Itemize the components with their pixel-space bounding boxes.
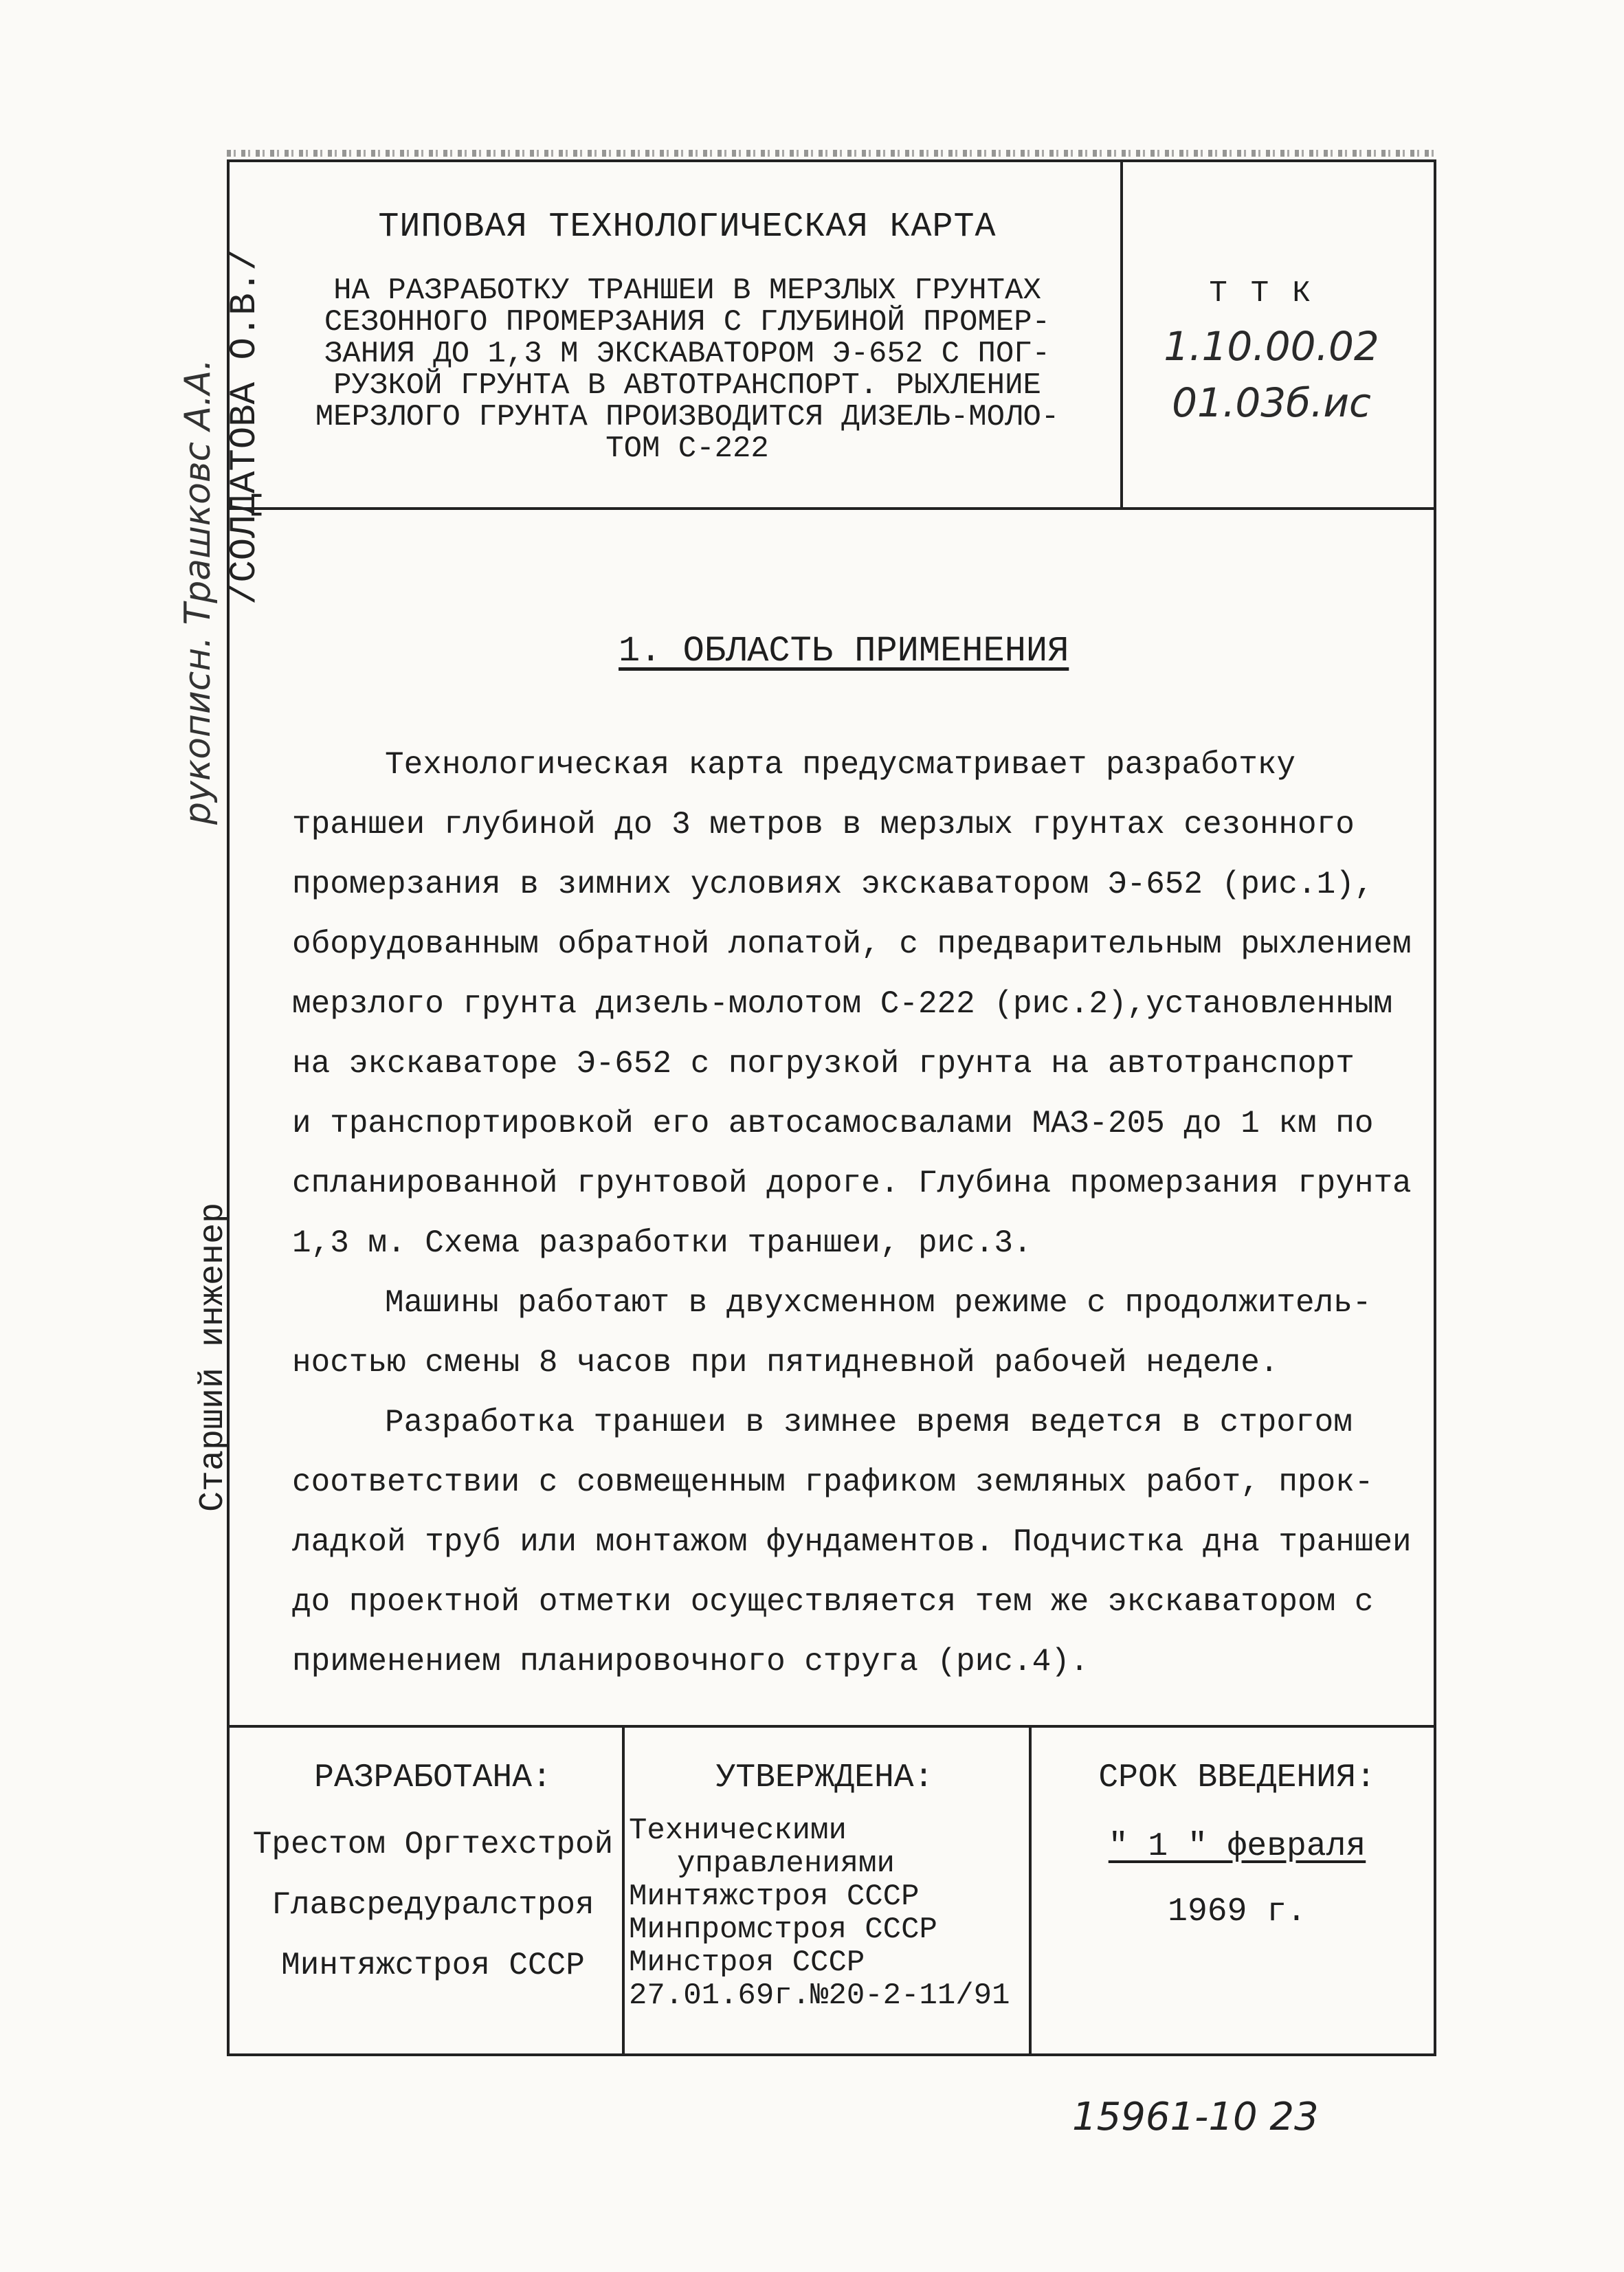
ttk-code: 01.03б.ис [1172, 379, 1371, 426]
effective-date: " 1 " февраля [1108, 1828, 1366, 1865]
developed-line: Главсредуралстроя [271, 1887, 594, 1923]
body-text [292, 735, 1419, 1692]
text-line: и транспортировкой его автосамосвалами МАЗ-205 до 1 км по [292, 1106, 1374, 1141]
approved-line: управлениями [677, 1847, 895, 1881]
subtitle-line: РУЗКОЙ ГРУНТА В АВТОТРАНСПОРТ. РЫХЛЕНИЕ [333, 368, 1041, 403]
document-code: 15961-10 23 [1072, 2095, 1319, 2139]
footer-divider [227, 1725, 1436, 1728]
text-line: промерзания в зимних условиях экскаватором Э-652 (рис.1), [292, 867, 1374, 902]
text-line: Разработка траншеи в зимнее время ведется в строгом [385, 1405, 1353, 1440]
header-divider [227, 507, 1436, 510]
document-subtitle [289, 275, 1086, 465]
document-title: ТИПОВАЯ ТЕХНОЛОГИЧЕСКАЯ КАРТА [378, 208, 997, 247]
text-line: 1,3 м. Схема разработки траншеи, рис.3. [292, 1225, 1032, 1261]
subtitle-line: МЕРЗЛОГО ГРУНТА ПРОИЗВОДИТСЯ ДИЗЕЛЬ-МОЛО- [315, 400, 1060, 434]
approved-line: 27.01.69г.№20-2-11/91 [629, 1979, 1010, 2013]
text-line: ладкой труб или монтажом фундаментов. Подчистка дна траншеи [292, 1524, 1412, 1560]
text-line: мерзлого грунта дизель-молотом С-222 (рис.2),установленным [292, 986, 1393, 1022]
developed-label: РАЗРАБОТАНА: [314, 1759, 552, 1796]
approved-line: Минстроя СССР [629, 1946, 865, 1980]
text-line: соответствии с совмещенным графиком земляных работ, прок- [292, 1464, 1374, 1500]
effective-date-label: СРОК ВВЕДЕНИЯ: [1098, 1759, 1376, 1796]
text-line: применением планировочного струга (рис.4). [292, 1644, 1089, 1680]
text-line: Технологическая карта предусматривает разработку [385, 747, 1296, 783]
margin-name: /СОЛДАТОВА О.В./ [224, 248, 266, 605]
text-line: ностью смены 8 часов при пятидневной рабочей неделе. [292, 1345, 1279, 1381]
approved-line: Минпромстроя СССР [629, 1913, 937, 1947]
text-line: траншеи глубиной до 3 метров в мерзлых грунтах сезонного [292, 807, 1355, 843]
ttk-number: 1.10.00.02 [1164, 323, 1379, 370]
effective-year: 1969 г. [1168, 1893, 1306, 1930]
subtitle-line: ТОМ С-222 [605, 432, 769, 466]
developed-line: Минтяжстроя СССР [281, 1948, 585, 1983]
approved-by [629, 1814, 1034, 2012]
approved-label: УТВЕРЖДЕНА: [715, 1759, 934, 1796]
subtitle-line: ЗАНИЯ ДО 1,3 М ЭКСКАВАТОРОМ Э-652 С ПОГ- [324, 337, 1051, 371]
margin-engineer-title: Старший инженер [194, 1202, 233, 1512]
text-line: спланированной грунтовой дороге. Глубина промерзания грунта [292, 1166, 1412, 1201]
text-line: до проектной отметки осуществляется тем же экскаватором с [292, 1584, 1374, 1620]
margin-signature: рукописн. Трашковс А.А. [177, 359, 219, 825]
section-title: 1. ОБЛАСТЬ ПРИМЕНЕНИЯ [619, 631, 1069, 671]
developed-by [230, 1814, 636, 1996]
approved-line: Минтяжстроя СССР [629, 1880, 920, 1914]
text-line: оборудованным обратной лопатой, с предварительным рыхлением [292, 926, 1412, 962]
subtitle-line: СЕЗОННОГО ПРОМЕРЗАНИЯ С ГЛУБИНОЙ ПРОМЕР- [324, 305, 1051, 339]
developed-line: Трестом Оргтехстрой [252, 1827, 614, 1862]
ttk-label: ТТК [1209, 276, 1334, 311]
text-line: Машины работают в двухсменном режиме с продолжитель- [385, 1285, 1372, 1321]
text-line: на экскаваторе Э-652 с погрузкой грунта на автотранспорт [292, 1046, 1355, 1082]
subtitle-line: НА РАЗРАБОТКУ ТРАНШЕИ В МЕРЗЛЫХ ГРУНТАХ [333, 274, 1041, 308]
frame-top-edge [227, 150, 1436, 157]
header-column-divider [1120, 159, 1123, 509]
approved-line: Техническими [629, 1814, 847, 1848]
